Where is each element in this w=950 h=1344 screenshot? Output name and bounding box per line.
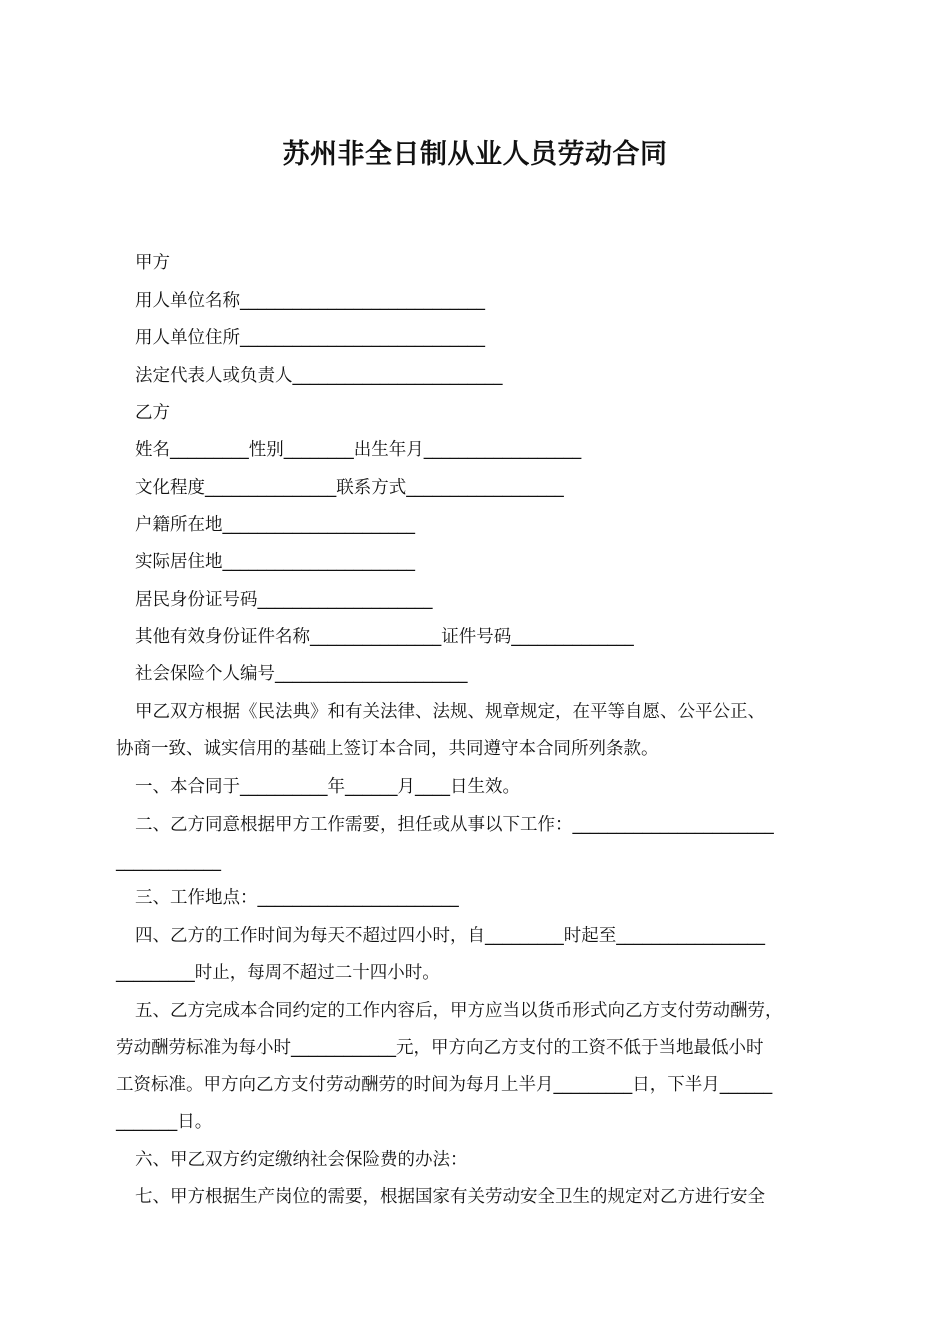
education-contact-field: 文化程度_______________联系方式__________________ bbox=[135, 478, 564, 498]
party-a-heading: 甲方 bbox=[135, 253, 170, 273]
preamble-line-1: 甲乙双方根据《民法典》和有关法律、法规、规章规定，在平等自愿、公平公正、 bbox=[135, 702, 765, 722]
employer-name-field: 用人单位名称____________________________ bbox=[135, 291, 485, 311]
household-registration-field: 户籍所在地______________________ bbox=[135, 515, 415, 535]
clause-2-line-1: 二、乙方同意根据甲方工作需要，担任或从事以下工作：_______________________ bbox=[135, 815, 774, 835]
clause-4-line-2: _________时止，每周不超过二十四小时。 bbox=[116, 963, 440, 983]
id-number-field: 居民身份证号码____________________ bbox=[135, 590, 433, 610]
clause-4-line-1: 四、乙方的工作时间为每天不超过四小时，自_________时起至_________________ bbox=[135, 926, 765, 946]
residence-field: 实际居住地______________________ bbox=[135, 552, 415, 572]
clause-5-line-1: 五、乙方完成本合同约定的工作内容后，甲方应当以货币形式向乙方支付劳动酬劳， bbox=[135, 1001, 783, 1021]
page-title: 苏州非全日制从业人员劳动合同 bbox=[282, 139, 668, 170]
clause-2-line-2: ____________ bbox=[116, 852, 221, 872]
legal-representative-field: 法定代表人或负责人________________________ bbox=[135, 366, 503, 386]
party-b-heading: 乙方 bbox=[135, 403, 170, 423]
clause-5-line-2: 劳动酬劳标准为每小时____________元，甲方向乙方支付的工资不低于当地最低小时 bbox=[116, 1038, 764, 1058]
employer-address-field: 用人单位住所____________________________ bbox=[135, 328, 485, 348]
clause-5-line-3: 工资标准。甲方向乙方支付劳动酬劳的时间为每月上半月_________日，下半月______ bbox=[116, 1075, 773, 1095]
clause-1: 一、本合同于__________年______月____日生效。 bbox=[135, 777, 520, 797]
social-insurance-number-field: 社会保险个人编号______________________ bbox=[135, 664, 468, 684]
clause-7-line-1: 七、甲方根据生产岗位的需要，根据国家有关劳动安全卫生的规定对乙方进行安全 bbox=[135, 1187, 765, 1207]
clause-5-line-4: _______日。 bbox=[116, 1112, 213, 1132]
clause-3: 三、工作地点：_______________________ bbox=[135, 888, 459, 908]
preamble-line-2: 协商一致、诚实信用的基础上签订本合同，共同遵守本合同所列条款。 bbox=[116, 739, 659, 759]
name-gender-birth-field: 姓名_________性别________出生年月__________________ bbox=[135, 440, 582, 460]
clause-6: 六、甲乙双方约定缴纳社会保险费的办法： bbox=[135, 1150, 468, 1170]
other-id-field: 其他有效身份证件名称_______________证件号码______________ bbox=[135, 627, 634, 647]
